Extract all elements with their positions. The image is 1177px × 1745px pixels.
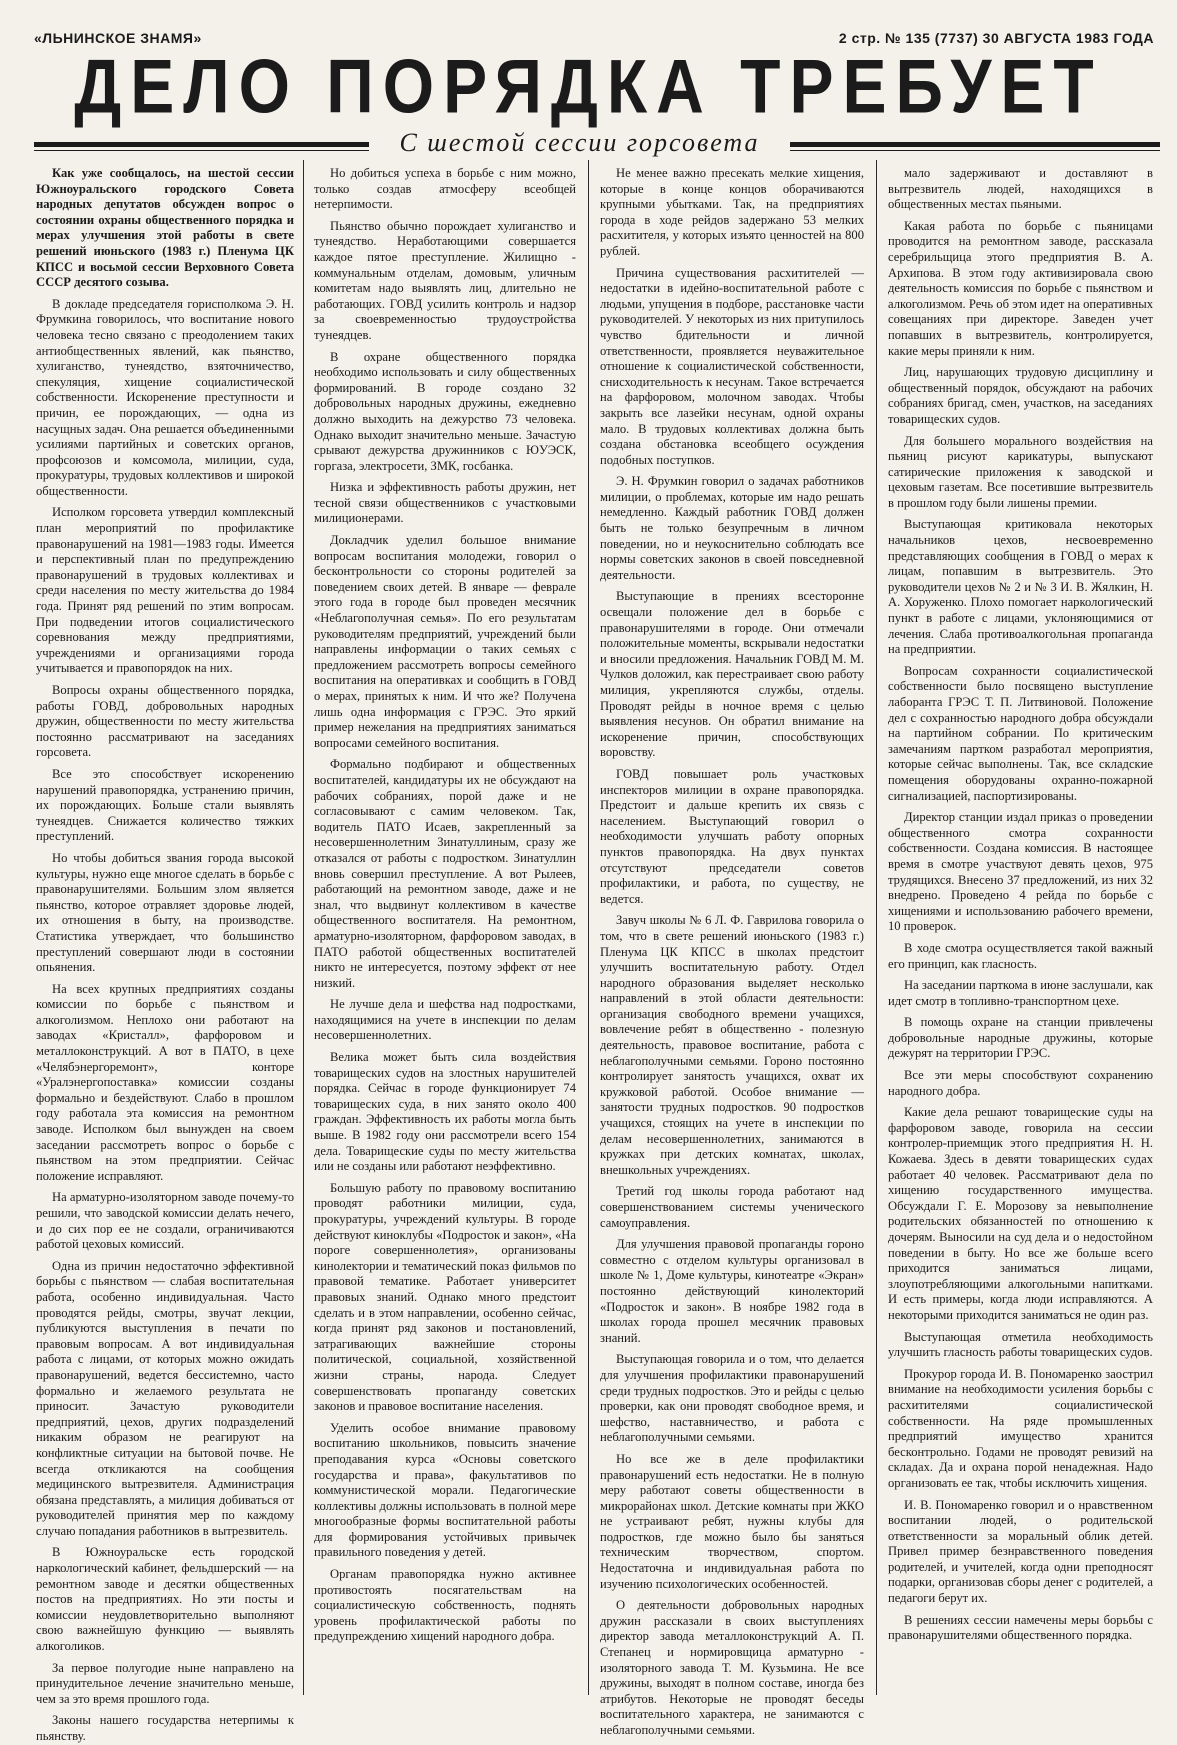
article-column-4 bbox=[888, 166, 1153, 1686]
paragraph: Пьянство обычно порождает хулиганство и тунеядство. Неработающими совершается каждое пятое преступление. Жилищно - коммунальным отделам, домовым, уличным комитетам надо выявлять лиц, длительно не работающих. ГОВД усилить контроль и надзор за своевременностью трудоустройства тунеядцев. bbox=[314, 218, 576, 342]
paragraph: В охране общественного порядка необходимо использовать и силу общественных формирований. В городе создано 32 добровольных народных дружины, ежедневно должно выходить на дежурство 73 человека. Однако выходит значительно меньше. Зачастую срывают дежурства дружинников с ЮУЭСК, горгаза, электросети, ЗМК, госбанка. bbox=[314, 349, 576, 473]
paragraph: Для большего морального воздействия на пьяниц рисуют карикатуры, выпускают сатирические приложения к заводской и цеховым газетам. Все посетившие вытрезвитель в прошлом году были лишены премии. bbox=[888, 433, 1153, 510]
subhead-rule-left-thin bbox=[34, 150, 369, 151]
paragraph: Выступающая отметила необходимость улучшить гласность работы товарищеских судов. bbox=[888, 1329, 1153, 1360]
paragraph: Докладчик уделил большое внимание вопросам воспитания молодежи, говорил о бесконтрольности со стороны родителей за поведением своих детей. В январе — феврале этого года в городе был проведен месячник «Неблагополучная семья». По его результатам руководителям предприятий, учреждений были направлены информации о таких семьях с предложением рассмотреть вопросы семейного воспитания на оперативках и сообщить в ГОВД о мерах, принятых к ним. И что же? Получена лишь одна информация с ГРЭС. Это яркий пример нежелания на предприятиях заниматься вопросами семейного воспитания. bbox=[314, 533, 576, 750]
issue-info: 2 стр. № 135 (7737) 30 АВГУСТА 1983 ГОДА bbox=[838, 30, 1154, 46]
column-divider bbox=[588, 160, 589, 1695]
paragraph: Э. Н. Фрумкин говорил о задачах работников милиции, о проблемах, которые им надо решать немедленно. Каждый работник ГОВД должен быть не только безупречным в личном поведении, но и неукоснительно соблюдать все нормы советских законов в своей повседневной деятельности. bbox=[600, 474, 864, 582]
paragraph: Большую работу по правовому воспитанию проводят работники милиции, суда, прокуратуры, учреждений культуры. В городе действуют киноклубы «Подросток и закон», «На пороге совершеннолетия», организованы кинолектории и тематический показ фильмов по правовой тематике. Работает университет правовых знаний. Однако много предстоит сделать и в этом направлении, особенно сейчас, когда принят ряд законов и постановлений, затрагивающих важнейшие стороны политической, социальной, хозяйственной жизни страны, народа. Следует совершенствовать пропаганду советских законов и правовое воспитание населения. bbox=[314, 1180, 576, 1414]
paragraph: Выступающие в прениях всесторонне освещали положение дел в борьбе с правонарушителями в городе. Они отмечали положительные моменты, вскрывали недостатки и вносили предложения. Начальник ГОВД М. М. Чулков доложил, как перестраивает свою работу милиция, укрепляются службы, отделы. Проводят рейды в ночное время с целью выявления несунов. Он обратил внимание на искоренение причин, способствующих воровству. bbox=[600, 589, 864, 760]
paragraph: Все это способствует искоренению нарушений правопорядка, устранению причин, их порождающих. Больше стали выявлять тунеядцев. Снижается количество тяжких преступлений. bbox=[36, 766, 294, 844]
paragraph: Не лучше дела и шефства над подростками, находящимися на учете в инспекции по делам несовершеннолетних. bbox=[314, 997, 576, 1043]
paragraph: Как уже сообщалось, на шестой сессии Южноуральского городского Совета народных депутатов обсужден вопрос о состоянии охраны общественного порядка и мерах улучшения этой работы в свете решений июньского (1983 г.) Пленума ЦК КПСС и восьмой сессии Верховного Совета СССР десятого созыва. bbox=[36, 166, 294, 290]
paragraph: Формально подбирают и общественных воспитателей, кандидатуры их не обсуждают на рабочих собраниях, порой даже и не согласовывают с самим человеком. Так, водитель ПАТО Исаев, закрепленный за несовершеннолетним Зинатуллиным, сразу же отказался от работы с подростком. Зинатуллин вновь совершил преступление. А вот Рылеев, работающий на ремонтном заводе, даже и не знал, что выдвинут коллективом в качестве общественного воспитателя. На ремонтном, арматурно-изоляторном, фарфоровом заводах, в ПАТО работой общественных воспитателей никто не интересуется, поэтому эффект от нее низкий. bbox=[314, 757, 576, 990]
paragraph: Но все же в деле профилактики правонарушений есть недостатки. Не в полную меру работают советы общественности в микрорайонах школ. Детские комнаты при ЖКО не устраивают ребят, нужны клубы для подростков, где можно было бы заняться техническим творчеством, спортом. Недостаточна и индивидуальная работа по изучению психологических особенностей. bbox=[600, 1451, 864, 1591]
subhead-rule-left bbox=[34, 142, 369, 147]
paragraph: Исполком горсовета утвердил комплексный план мероприятий по профилактике правонарушений на 1981—1983 годы. Имеется и перспективный план по предупреждению правонарушений в трудовых коллективах и среди населения по месту жительства до 1984 года. Принят ряд решений по этим вопросам. При подведении итогов социалистического соревнования между предприятиями, учреждениями и организациями города учитывается и правопорядок на них. bbox=[36, 505, 294, 676]
paragraph: Завуч школы № 6 Л. Ф. Гаврилова говорила о том, что в свете решений июньского (1983 г.) Пленума ЦК КПСС в школах предстоит улучшить воспитательную работу. Отдел народного образования выделяет несколько направлений в этой области деятельности: организация свободного времени учащихся, вовлечение ребят в общественно - полезную деятельность, правовое воспитание, работа с неблагополучными семьями. Гороно постоянно контролирует занятость учащихся, охват их кружковой работой. Особое внимание — занятости трудных подростков. 90 подростков учащихся, стоящих на учете в инспекции по делам несовершеннолетних, занимаются в кружках при детских комнатах, школах, внешкольных учреждениях. bbox=[600, 913, 864, 1177]
paragraph: Выступающая критиковала некоторых начальников цехов, несвоевременно представляющих сообщения в ГОВД о мерах к лицам, попавшим в вытрезвитель. Это руководители цехов № 2 и № 3 И. В. Жялкин, Н. А. Хоруженко. Плохо помогает наркологический пункт в работе с лицами, уклоняющимися от лечения. Слаба противоалкогольная пропаганда на предприятии. bbox=[888, 517, 1153, 657]
paragraph: Уделить особое внимание правовому воспитанию школьников, повысить значение преподавания курса «Основы советского государства и права», факультативов по коммунистической морали. Педагогические коллективы должны использовать в полной мере многообразные формы воспитательной работы для формирования устойчивых привычек правильного поведения у детей. bbox=[314, 1420, 576, 1560]
subhead: С шестой сессии горсовета bbox=[399, 128, 760, 157]
paragraph: Лиц, нарушающих трудовую дисциплину и общественный порядок, обсуждают на рабочих собраниях бригад, смен, участков, на заседаниях товарищеских судов. bbox=[888, 365, 1153, 426]
paragraph: Все эти меры способствуют сохранению народного добра. bbox=[888, 1068, 1153, 1098]
paragraph: В докладе председателя горисполкома Э. Н. Фрумкина говорилось, что воспитание нового человека тесно связано с преодолением таких антиобщественных явлений, как пьянство, хулиганство, тунеядство, взяточничество, спекуляция, хищение социалистической собственности. Искоренение преступности и причин, ее порождающих, — одна из насущных задач. Она решается объединенными усилиями партийных и советских органов, профсоюзов и комсомола, милиции, суда, прокуратуры, трудовых коллективов и широкой общественности. bbox=[36, 296, 294, 498]
paragraph: Прокурор города И. В. Пономаренко заострил внимание на необходимости усиления борьбы с расхитителями социалистической собственности. На ряде промышленных предприятий имущество хранится бесконтрольно. Годами не проводят ревизий на складах. Да и охрана порой ненадежная. Надо организовать ее так, чтобы исключить хищения. bbox=[888, 1366, 1153, 1490]
paragraph: В ходе смотра осуществляется такой важный его принцип, как гласность. bbox=[888, 940, 1153, 971]
paragraph: На арматурно-изоляторном заводе почему-то решили, что заводской комиссии делать нечего, и до сих пор ее не создали, ограничиваются работой цеховых комиссий. bbox=[36, 1190, 294, 1252]
subhead-rule-right-thin bbox=[790, 150, 1160, 151]
article-column-2 bbox=[314, 166, 576, 1686]
headline: ДЕЛО ПОРЯДКА ТРЕБУЕТ bbox=[74, 43, 1103, 129]
paragraph: Какая работа по борьбе с пьяницами проводится на ремонтном заводе, рассказала серебрильщица этого предприятия В. А. Архипова. В этом году активизировала свою деятельность комиссия по борьбе с пьянством и алкоголизмом. Речь об этом идет на оперативных совещаниях при директоре. Заведен учет попавших в вытрезвитель, контролируется, какие меры приняли к ним. bbox=[888, 218, 1153, 358]
paragraph: На всех крупных предприятиях созданы комиссии по борьбе с пьянством и алкоголизмом. Неплохо они работают на заводах «Кристалл», фарфоровом и металлоконструкций. А вот в ПАТО, в цехе «Челябэнергоремонт», конторе «Уралэнергопоставка» комиссии созданы формально и бездействуют. Слабо в прошлом году работала эта комиссия на ремонтном заводе. Исполком был вынужден на своем заседании рассмотреть вопрос о борьбе с пьянством на этом предприятии. Сейчас положение исправляют. bbox=[36, 981, 294, 1183]
paragraph: Но чтобы добиться звания города высокой культуры, нужно еще многое сделать в борьбе с правонарушителями. Большим злом является пьянство, которое отравляет здоровье людей, их отношения в быту, на производстве. Статистика утверждает, что большинство преступлений совершают люди в состоянии опьянения. bbox=[36, 850, 294, 975]
paragraph: Но добиться успеха в борьбе с ним можно, только создав атмосферу всеобщей нетерпимости. bbox=[314, 166, 576, 212]
paragraph: ГОВД повышает роль участковых инспекторов милиции в охране правопорядка. Предстоит и дальше крепить их связь с населением. Выступающий говорил о необходимости улучшать работу опорных пунктов правопорядка. На двух пунктах отсутствуют председатели советов профилактики, и работа, по существу, не ведется. bbox=[600, 766, 864, 906]
column-divider bbox=[876, 160, 877, 1695]
article-column-3 bbox=[600, 166, 864, 1737]
paragraph: В помощь охране на станции привлечены добровольные народные дружины, которые дежурят на территории ГРЭС. bbox=[888, 1015, 1153, 1061]
paragraph: Третий год школы города работают над совершенствованием системы ученического самоуправления. bbox=[600, 1184, 864, 1230]
paragraph: Директор станции издал приказ о проведении общественного смотра сохранности собственности. Создана комиссия. В настоящее время в смотре участвуют девять цехов, 975 трудящихся. Внесено 37 предложений, из них 32 внедрено. Проведено 4 рейда по борьбе с хищениями и использованию рабочего времени, 10 проверок. bbox=[888, 810, 1153, 934]
column-divider bbox=[303, 160, 304, 1695]
paragraph: Не менее важно пресекать мелкие хищения, которые в конце концов оборачиваются крупными убытками. Так, на предприятиях города в ходе рейдов задержано 53 мелких расхитителя, у которых изъято ценностей на 800 рублей. bbox=[600, 166, 864, 258]
paragraph: Органам правопорядка нужно активнее противостоять посягательствам на социалистическую собственность, поднять уровень профилактической работы по предупреждению хищений народного добра. bbox=[314, 1567, 576, 1644]
paragraph: Законы нашего государства нетерпимы к пьянству. bbox=[36, 1713, 294, 1743]
paragraph: В Южноуральске есть городской наркологический кабинет, фельдшерский — на ремонтном заводе и десятки общественных постов на предприятиях. Но эти посты и комиссии неудовлетворительно выполняют свою важнейшую функцию — выявлять алкоголиков. bbox=[36, 1545, 294, 1654]
article-column-1 bbox=[36, 166, 294, 1743]
newspaper-name: «ЛЬНИНСКОЕ ЗНАМЯ» bbox=[34, 30, 202, 46]
subhead-rule-right bbox=[790, 142, 1160, 147]
paragraph: Вопросам сохранности социалистической собственности было посвящено выступление лаборанта ГРЭС Т. П. Литвиновой. Положение дел с сохранностью народного добра обсуждали на партийном собрании. По критическим замечаниям партком разработал мероприятия, которые сейчас выполнены. Так, все складские помещения оборудованы охранно-пожарной сигнализацией, паспортизированы. bbox=[888, 663, 1153, 803]
paragraph: мало задерживают и доставляют в вытрезвитель людей, находящихся в общественных местах пьяными. bbox=[888, 166, 1153, 212]
paragraph: Велика может быть сила воздействия товарищеских судов на злостных нарушителей порядка. Сейчас в городе функционирует 74 товарищеских суда, в них занято около 400 граждан. Эффективность их работы могла быть выше. В 1982 году они рассмотрели всего 154 дела. Товарищеские суды по месту жительства или не созданы или работают неэффективно. bbox=[314, 1050, 576, 1174]
paragraph: О деятельности добровольных народных дружин рассказали в своих выступлениях директор завода металлоконструкций А. П. Степанец и нормировщица арматурно - изоляторного завода Т. М. Кузьмина. Не все дружины, выходят в полном составе, иногда без атрибутов. Некоторые не проводят беседы воспитательного характера, не занимаются с неблагополучными семьями. bbox=[600, 1598, 864, 1737]
paragraph: Какие дела решают товарищеские суды на фарфоровом заводе, говорила на сессии контролер-приемщик этого предприятия Н. Н. Кожаева. Здесь в девяти товарищеских судах работает 40 человек. Рассматривают дела по хищению государственного имущества. Обсуждали Г. Е. Морозову за невыполнение родительских обязанностей по отношению к дочерям. Выносили на суд дела и о недостойном поведении в быту. Но все же больше всего приходится заниматься лицами, злоупотребляющими алкогольными напитками. И есть примеры, когда люди исправляются. А некоторыми приходится заниматься не один раз. bbox=[888, 1105, 1153, 1322]
paragraph: На заседании парткома в июне заслушали, как идет смотр в топливно-транспортном цехе. bbox=[888, 978, 1153, 1008]
paragraph: Причина существования расхитителей — недостатки в идейно-воспитательной работе с людьми, упущения в подборе, расстановке части руководителей. У некоторых из них притупилось чувство бдительности и личной ответственности, проявляется неуважительное отношение к социалистической собственности, снисходительность к несунам. Такое встречается на фарфоровом, молочном заводах. Чтобы закрыть все лазейки несунам, одной охраны мало. В трудовых коллективах должна быть создана обстановка всеобщего осуждения подобных поступков. bbox=[600, 265, 864, 467]
paragraph: Вопросы охраны общественного порядка, работы ГОВД, добровольных народных дружин, общественности по месту жительства постоянно рассматривают на заседаниях горсовета. bbox=[36, 683, 294, 760]
paragraph: Низка и эффективность работы дружин, нет тесной связи общественников с участковыми милиционерами. bbox=[314, 480, 576, 526]
paragraph: И. В. Пономаренко говорил и о нравственном воспитании людей, о родительской ответственности за моральный облик детей. Привел пример безнравственного поведения родителей, и учителей, когда одни преподносят подарки, организовав сборы денег с родителей, а педагоги берут их. bbox=[888, 1497, 1153, 1606]
paragraph: Выступающая говорила и о том, что делается для улучшения профилактики правонарушений среди трудных подростков. Это и рейды с целью проверки, как они проводят свободное время, и шефство, наставничество, и работа с неблагополучными семьями. bbox=[600, 1352, 864, 1445]
paragraph: Для улучшения правовой пропаганды гороно совместно с отделом культуры организовал в школе № 1, Доме культуры, кинотеатре «Экран» постоянно действующий кинолекторий «Подросток и закон». В ноябре 1982 года в школах города прошел месячник правовых знаний. bbox=[600, 1237, 864, 1345]
paragraph: Одна из причин недостаточно эффективной борьбы с пьянством — слабая воспитательная работа, особенно индивидуальная. Часто проводятся рейды, смотры, звучат лекции, публикуются выступления в печати по правовым вопросам. А вот индивидуальная работа с лицами, от которых можно ожидать правонарушений, ведется бессистемно, часто формально и желаемого результата не приносит. Зачастую руководители предприятий, цехов, других подразделений никаким образом не реагируют на конфликтные ситуации на бытовой почве. Не всегда откликаются на сообщения медицинского вытрезвителя. Администрация обязана представлять, а милиция добиваться от руководителей принятия мер по каждому случаю попадания работников в вытрезвитель. bbox=[36, 1258, 294, 1538]
paragraph: За первое полугодие ныне направлено на принудительное лечение значительно меньше, чем за это время прошлого года. bbox=[36, 1660, 294, 1706]
paragraph: В решениях сессии намечены меры борьбы с правонарушителями общественного порядка. bbox=[888, 1612, 1153, 1643]
